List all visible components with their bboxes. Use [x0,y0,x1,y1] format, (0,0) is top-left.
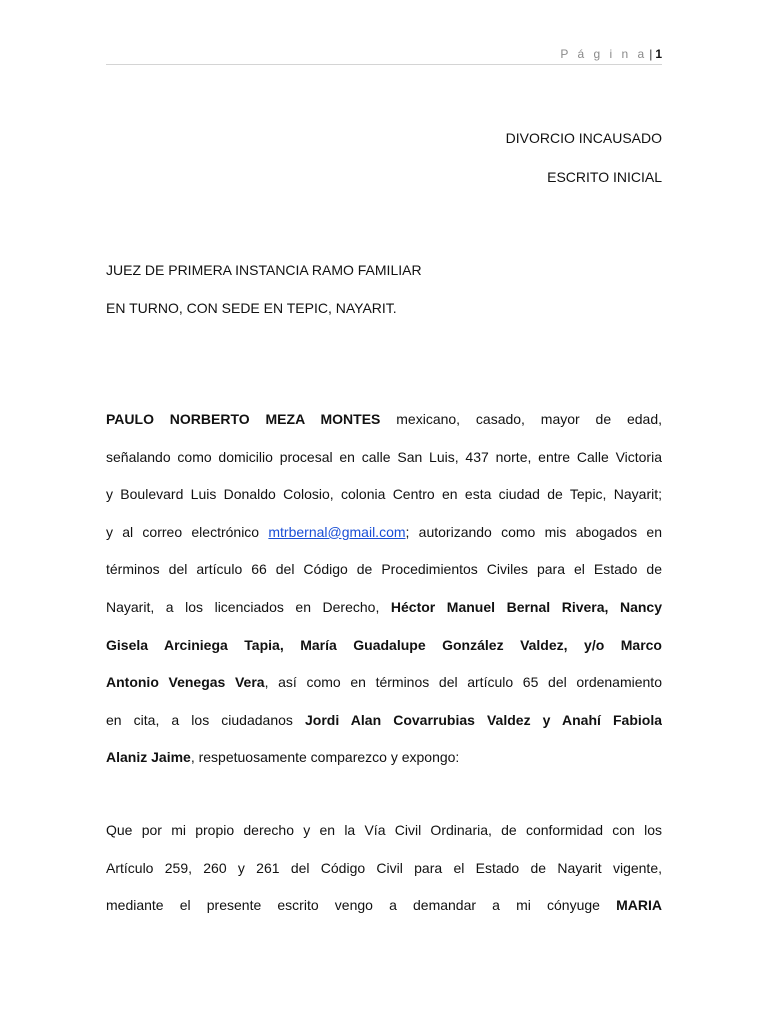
paragraph-line [106,401,662,439]
page-separator: | [649,47,653,61]
paragraph-line [106,739,662,777]
paragraph-line: Artículo 259, 260 y 261 del Código Civil para el Estado de Nayarit vigente, [106,859,662,876]
line-text: mediante el presente escrito vengo a demandar a mi cónyuge [106,897,617,914]
paragraph-line: términos del artículo 66 del Código de Procedimientos Civiles para el Estado de [106,561,662,578]
lawyer-names: Héctor Manuel Bernal Rivera, Nancy [390,598,662,615]
document-title: DIVORCIO INCAUSADO [505,130,662,146]
defendant-name: MARIA [616,897,662,914]
page-label: P á g i n a [560,47,648,61]
lawyer-names: Antonio Venegas Vera [106,674,265,691]
paragraph-line [106,514,662,552]
document-subtitle: ESCRITO INICIAL [547,169,662,185]
paragraph-line [106,627,662,665]
email-link[interactable]: mtrbernal@gmail.com [268,523,406,540]
paragraph-line: señalando como domicilio procesal en calle San Luis, 437 norte, entre Calle Victoria [106,448,662,465]
line-text: , respetuosamente comparezco y expongo: [190,749,460,766]
addressee-line-1: JUEZ DE PRIMERA INSTANCIA RAMO FAMILIAR [106,262,422,278]
line-text: , así como en términos del artículo 65 del ordenamiento [264,674,662,691]
plaintiff-name: PAULO NORBERTO MEZA MONTES [106,411,381,427]
line-text: ; autorizando como mis abogados en [405,523,662,540]
line-text: Nayarit, a los licenciados en Derecho, [106,598,391,615]
addressee-line-2: EN TURNO, CON SEDE EN TEPIC, NAYARIT. [106,300,397,316]
page-number: 1 [655,47,662,61]
page-header [106,44,662,65]
lawyer-names: Gisela Arciniega Tapia, María Guadalupe González Valdez, y/o Marco [106,636,662,653]
paragraph-line [106,887,662,925]
line-text: y al correo electrónico [106,523,269,540]
line-text: en cita, a los ciudadanos [106,711,305,728]
paragraph-line: y Boulevard Luis Donaldo Colosio, colonia Centro en esta ciudad de Tepic, Nayarit; [106,486,662,503]
paragraph-line [106,664,662,702]
citizen-names: Jordi Alan Covarrubias Valdez y Anahí Fabiola [304,711,662,728]
paragraph-line: Que por mi propio derecho y en la Vía Civil Ordinaria, de conformidad con los [106,822,662,838]
paragraph-line [106,702,662,740]
line-text: mexicano, casado, mayor de edad, [380,411,662,427]
body-paragraph-1 [106,401,662,777]
paragraph-line [106,589,662,627]
body-paragraph-2 [106,812,662,925]
citizen-names: Alaniz Jaime [106,749,191,766]
